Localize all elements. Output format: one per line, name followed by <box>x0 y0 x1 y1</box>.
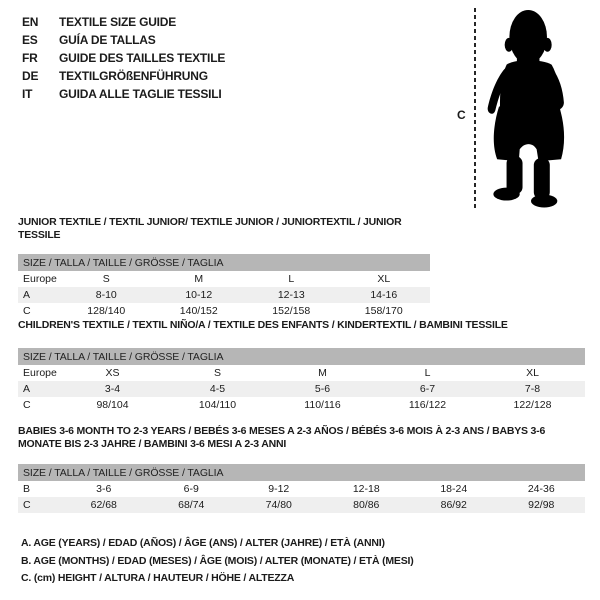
cell: 158/170 <box>364 305 403 317</box>
cell: 6-7 <box>375 381 480 397</box>
table-row-age <box>18 381 585 397</box>
cell: S <box>213 367 221 379</box>
language-row-en <box>22 13 225 31</box>
cell: 3-4 <box>60 381 165 397</box>
cell: 6-9 <box>183 483 199 495</box>
cell: 110/116 <box>304 399 341 411</box>
cell: 12-18 <box>352 483 380 495</box>
cell: 14-16 <box>338 287 431 303</box>
row-label: A <box>18 381 60 397</box>
cell: 104/110 <box>198 399 237 411</box>
cell: 152/158 <box>272 305 311 317</box>
language-code: EN <box>22 15 39 29</box>
cell: 8-10 <box>60 287 153 303</box>
babies-section <box>18 425 585 513</box>
height-measure-label: C <box>457 108 466 122</box>
cell: S <box>102 273 110 285</box>
cell: 80/86 <box>323 497 411 513</box>
children-size-table <box>18 348 585 413</box>
cell: XS <box>105 367 120 379</box>
language-label: TEXTILGRÖßENFÜHRUNG <box>59 69 208 83</box>
row-label: Europe <box>23 367 57 379</box>
cell: 24-36 <box>527 483 555 495</box>
cell: L <box>288 273 295 285</box>
row-label: C <box>23 305 31 317</box>
note-age-months: B. AGE (MONTHS) / EDAD (MESES) / ÂGE (MOIS) / ALTER (MONATE) / ETÀ (MESI) <box>21 554 414 567</box>
language-row-it <box>22 85 225 103</box>
cell: XL <box>377 273 391 285</box>
table-row-europe <box>18 271 430 287</box>
cell: L <box>424 367 431 379</box>
cell: 122/128 <box>513 399 552 411</box>
language-label: TEXTILE SIZE GUIDE <box>59 15 177 29</box>
cell: 62/68 <box>60 497 148 513</box>
language-list <box>22 13 225 103</box>
cell: XL <box>526 367 539 379</box>
cell: 18-24 <box>440 483 468 495</box>
cell: 10-12 <box>153 287 246 303</box>
table-row-months <box>18 481 585 497</box>
language-label: GUIDE DES TAILLES TEXTILE <box>59 51 226 65</box>
cell: 3-6 <box>96 483 112 495</box>
cell: 92/98 <box>498 497 586 513</box>
size-header-row <box>18 464 585 481</box>
row-label: Europe <box>23 273 57 285</box>
junior-table-title: JUNIOR TEXTILE / TEXTIL JUNIOR/ TEXTILE JUNIOR / JUNIORTEXTIL / JUNIOR TESSILE <box>18 216 402 241</box>
cell: 86/92 <box>410 497 498 513</box>
cell: 74/80 <box>235 497 323 513</box>
language-label: GUÍA DE TALLAS <box>59 33 156 47</box>
language-row-fr <box>22 49 225 67</box>
cell: 140/152 <box>179 305 218 317</box>
table-row-height <box>18 303 430 319</box>
language-code: ES <box>22 33 38 47</box>
language-row-es <box>22 31 225 49</box>
babies-table-title: BABIES 3-6 MONTH TO 2-3 YEARS / BEBÉS 3-6 MESES A 2-3 AÑOS / BÉBÉS 3-6 MOIS À 2-3 ANS / BABYS 3-6 MONATE BIS 2-3 JAHRE / BAMBINI 3-6 MESI A 2-3 ANNI <box>18 425 546 450</box>
row-label: C <box>18 497 60 513</box>
cell: M <box>194 273 204 285</box>
note-age-years: A. AGE (YEARS) / EDAD (AÑOS) / ÂGE (ANS) / ALTER (JAHRE) / ETÀ (ANNI) <box>21 537 385 549</box>
table-row-height <box>18 497 585 513</box>
cell: 98/104 <box>96 399 129 411</box>
cell: 128/140 <box>87 305 126 317</box>
table-row-height <box>18 397 585 413</box>
junior-section <box>18 216 430 319</box>
cell: 7-8 <box>480 381 585 397</box>
cell: 9-12 <box>268 483 290 495</box>
size-header-row <box>18 348 585 365</box>
size-header: SIZE / TALLA / TAILLE / GRÖSSE / TAGLIA <box>18 464 585 481</box>
table-row-europe <box>18 365 585 381</box>
note-height-cm: C. (cm) HEIGHT / ALTURA / HAUTEUR / HÖHE / ALTEZZA <box>21 572 295 584</box>
row-label: C <box>23 399 31 411</box>
row-label: B <box>23 483 31 495</box>
size-header: SIZE / TALLA / TAILLE / GRÖSSE / TAGLIA <box>18 254 430 271</box>
cell: 4-5 <box>165 381 270 397</box>
children-table-title: CHILDREN'S TEXTILE / TEXTIL NIÑO/A / TEXTILE DES ENFANTS / KINDERTEXTIL / BAMBINI TESSILE <box>18 319 508 331</box>
size-header-row <box>18 254 430 271</box>
cell: 12-13 <box>245 287 338 303</box>
language-code: DE <box>22 69 39 83</box>
size-header: SIZE / TALLA / TAILLE / GRÖSSE / TAGLIA <box>18 348 585 365</box>
cell: 116/122 <box>408 399 447 411</box>
language-label: GUIDA ALLE TAGLIE TESSILI <box>59 87 222 101</box>
language-code: FR <box>22 51 38 65</box>
children-section <box>18 319 585 413</box>
junior-size-table <box>18 254 430 319</box>
table-row-age <box>18 287 430 303</box>
toddler-silhouette-icon <box>484 7 578 213</box>
height-measure-dashed-line <box>474 8 476 210</box>
babies-size-table <box>18 464 585 513</box>
language-row-de <box>22 67 225 85</box>
cell: 5-6 <box>270 381 375 397</box>
cell: 68/74 <box>148 497 236 513</box>
child-height-figure <box>450 5 598 217</box>
legend-notes <box>21 535 414 588</box>
row-label: A <box>18 287 60 303</box>
language-code: IT <box>22 87 33 101</box>
cell: M <box>318 367 327 379</box>
